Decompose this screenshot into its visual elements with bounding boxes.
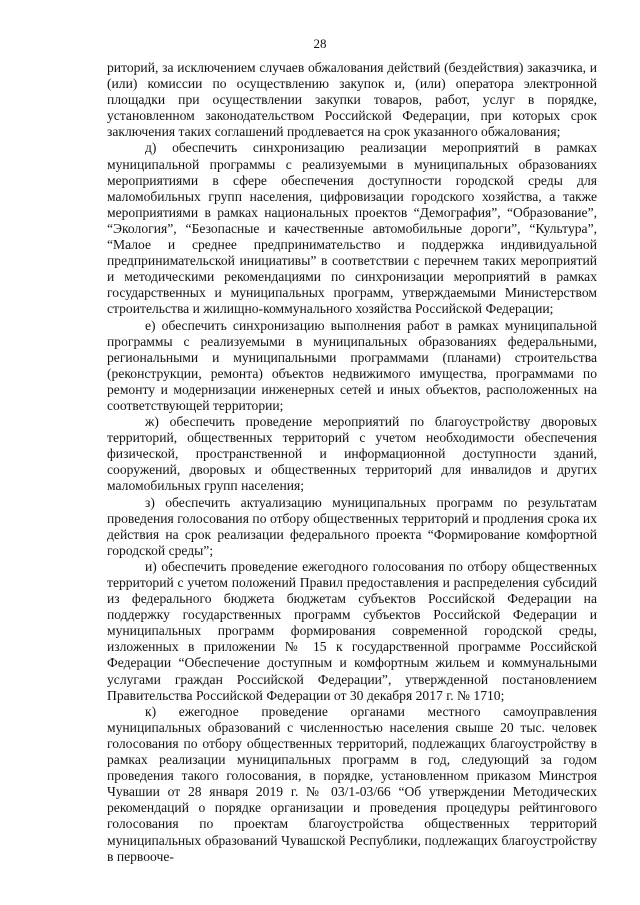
paragraph-k: к) ежегодное проведение органами местного самоуправления муниципальных образований с численностью населения свыше 20 тыс. человек голосования по отбору общественных территорий, подлежащих благоустройству в рамках реализации муниципальных программ в год, следующий за годом проведения такого голосования, в порядке, установленном приказом Минстроя Чувашии от 28 января 2019 г. № 03/1-03/66 “Об утверждении Методических рекомендаций о порядке организации и проведения процедуры рейтингового голосования по проектам благоустройства общественных территорий муниципальных образований Чувашской Республики, подлежащих благоустройству в первооче-	[107, 703, 597, 864]
page-number: 28	[313, 36, 327, 51]
document-body	[107, 60, 597, 865]
paragraph-e: е) обеспечить синхронизацию выполнения работ в рамках муниципальной программы с реализуемыми в муниципальных образованиях федеральными, региональными и муниципальными программами (планами) строительства (реконструкции, ремонта) объектов недвижимого имущества, программами по ремонту и модернизации инженерных сетей и иных объектов, расположенных на соответствующей территории;	[107, 317, 597, 413]
paragraph-zh: ж) обеспечить проведение мероприятий по благоустройству дворовых территорий, общественных территорий с учетом необходимости обеспечения физической, пространственной и информационной доступности зданий, сооружений, дворовых и общественных территорий для инвалидов и других маломобильных групп населения;	[107, 414, 597, 494]
paragraph-i: и) обеспечить проведение ежегодного голосования по отбору общественных территорий с учетом положений Правил предоставления и распределения субсидий из федерального бюджета бюджетам субъектов Российской Федерации на поддержку государственных программ субъектов Российской Федерации и муниципальных программ формирования современной городской среды, изложенных в приложении № 15 к государственной программе Российской Федерации “Обеспечение доступным и комфортным жильем и коммунальными услугами граждан Российской Федерации”, утвержденной постановлением Правительства Российской Федерации от 30 декабря 2017 г. № 1710;	[107, 558, 597, 703]
paragraph-z: з) обеспечить актуализацию муниципальных программ по результатам проведения голосования по отбору общественных территорий и продления срока их действия на срок реализации федерального проекта “Формирование комфортной городской среды”;	[107, 494, 597, 558]
paragraph-d: д) обеспечить синхронизацию реализации мероприятий в рамках муниципальной программы с реализуемыми в муниципальных образованиях мероприятиями в сфере обеспечения доступности городской среды для маломобильных групп населения, цифровизации городского хозяйства, а также мероприятиями в рамках национальных проектов “Демография”, “Образование”, “Экология”, “Безопасные и качественные автомобильные дороги”, “Культура”, “Малое и среднее предпринимательство и поддержка индивидуальной предпринимательской инициативы” в соответствии с перечнем таких мероприятий и методическими рекомендациями по синхронизации мероприятий в рамках государственных и муниципальных программ, утверждаемыми Министерством строительства и жилищно-коммунального хозяйства Российской Федерации;	[107, 140, 597, 317]
paragraph-continuation: риторий, за исключением случаев обжалования действий (бездействия) заказчика, и (или) комиссии по осуществлению закупок и, (или) оператора электронной площадки при осуществлении закупки товаров, работ, услуг в порядке, установленном законодательством Российской Федерации, при которых срок заключения таких соглашений продлевается на срок указанного обжалования;	[107, 60, 597, 140]
